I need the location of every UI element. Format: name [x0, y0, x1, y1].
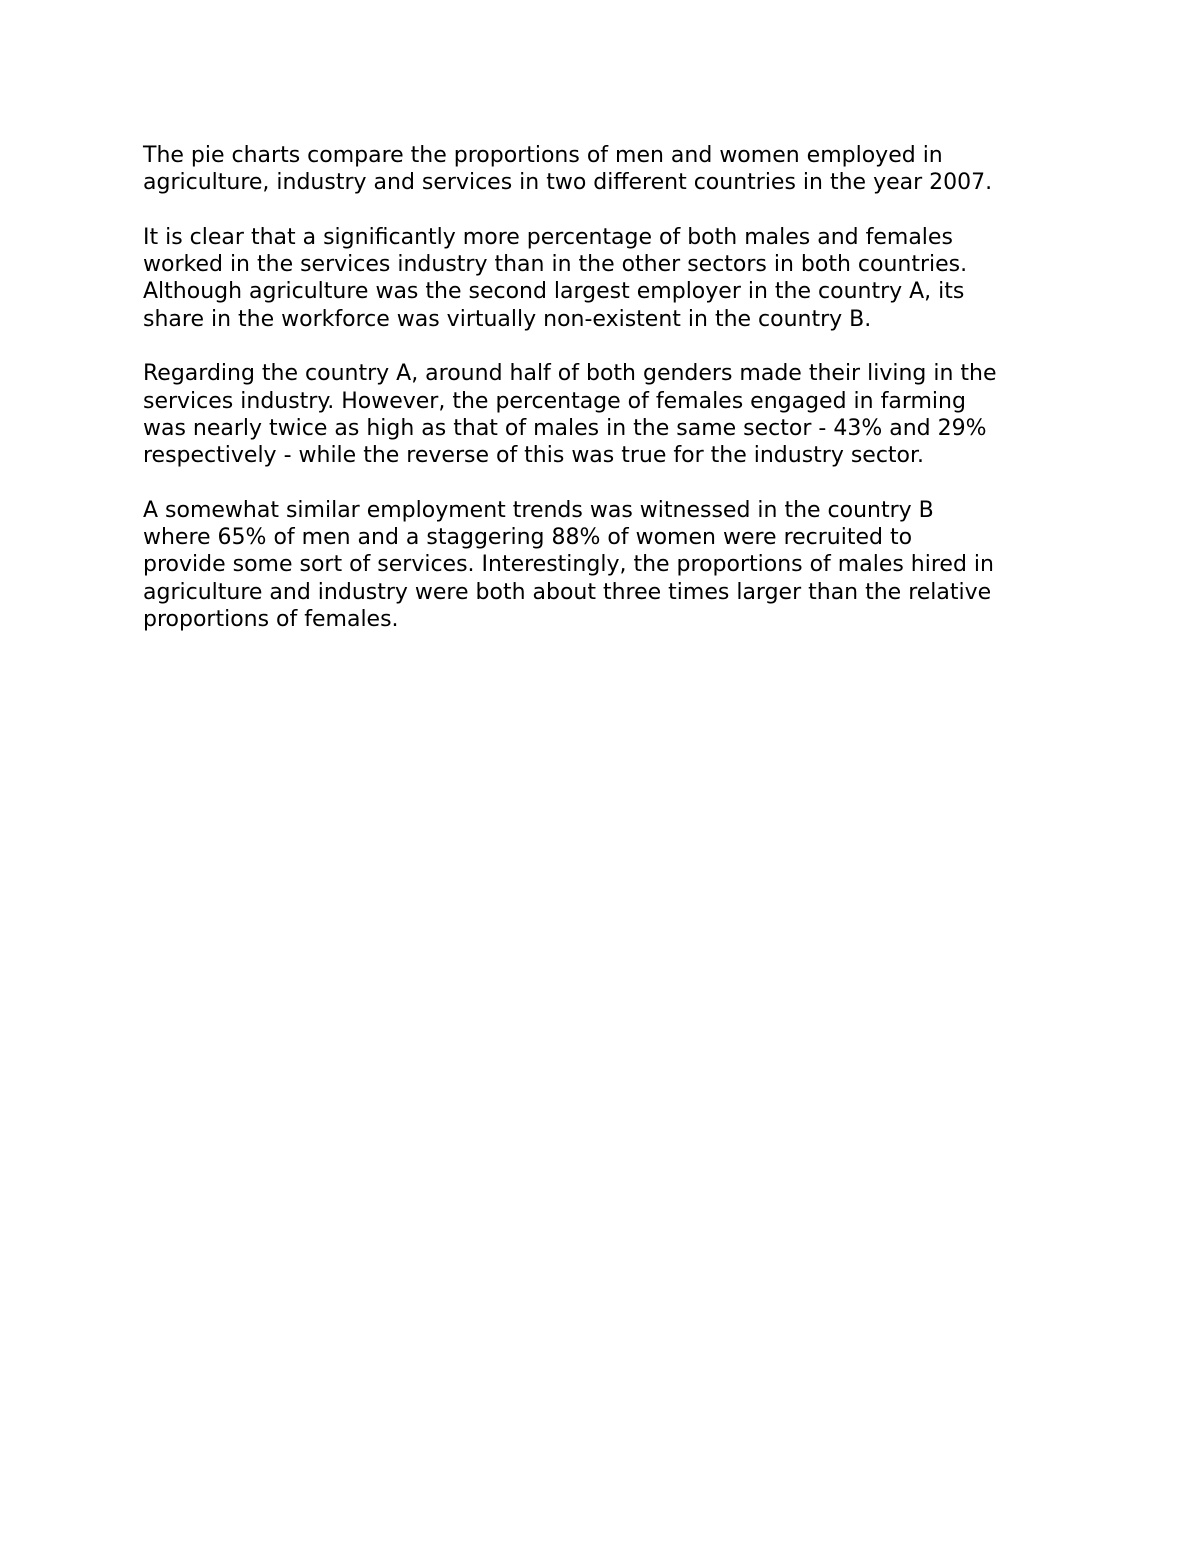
- paragraph-country-b: A somewhat similar employment trends was witnessed in the country B where 65% of men and a staggering 88% of women were recruited to provide some sort of services. Interestingly, the proportions of males hired in agriculture and industry were both about three times larger than the relative proportions of females.: [143, 497, 994, 633]
- paragraph-overview: It is clear that a significantly more percentage of both males and females worked in the services industry than in the other sectors in both countries. Although agriculture was the second largest employer in the country A, its share in the workforce was virtually non-existent in the country B.: [143, 224, 968, 332]
- paragraph-country-a: Regarding the country A, around half of both genders made their living in the services industry. However, the percentage of females engaged in farming was nearly twice as high as that of males in the same sector - 43% and 29% respectively - while the reverse of this was true for the industry sector.: [143, 361, 997, 469]
- document-body: [143, 142, 1083, 661]
- paragraph-intro: The pie charts compare the proportions of men and women employed in agriculture, industry and services in two different countries in the year 2007.: [143, 143, 993, 196]
